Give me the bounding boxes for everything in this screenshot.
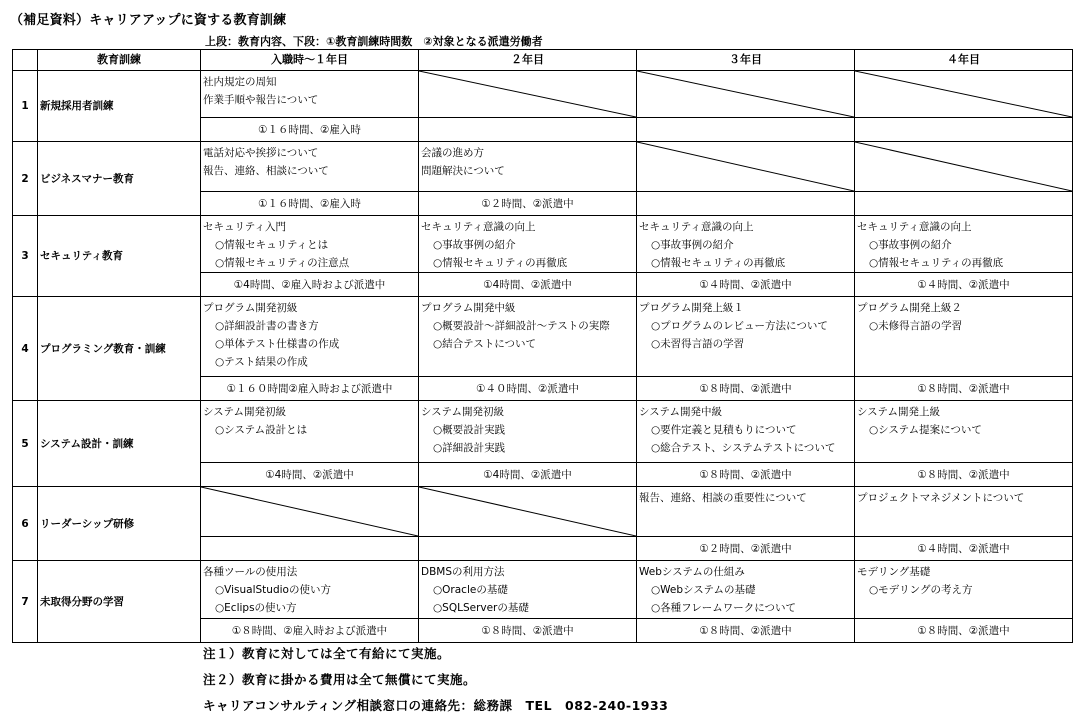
table-row <box>13 142 1073 192</box>
training-content-y3 <box>637 216 855 273</box>
content-line: ○情報セキュリティの再徹底 <box>433 257 568 269</box>
training-content-y3 <box>637 297 855 377</box>
empty-cell-y4 <box>855 142 1073 192</box>
content-line: ○各種フレームワークについて <box>651 602 797 614</box>
training-name: ビジネスマナー教育 <box>38 142 201 216</box>
content-line: 報告、連絡、相談について <box>203 165 329 177</box>
content-line: ○SQLServerの基礎 <box>433 602 529 614</box>
content-line: ○未修得言語の学習 <box>869 320 963 332</box>
empty-hours-y3 <box>637 118 855 142</box>
content-line: プログラム開発初級 <box>203 302 298 314</box>
table-row <box>13 216 1073 273</box>
content-line: セキュリティ意識の向上 <box>421 221 536 233</box>
content-line: ○結合テストについて <box>433 338 537 350</box>
content-line: ○事故事例の紹介 <box>651 239 734 251</box>
header-training: 教育訓練 <box>38 50 201 71</box>
content-line: プロジェクトマネジメントについて <box>857 492 1025 504</box>
row-number: 2 <box>13 142 38 216</box>
content-line: 会議の進め方 <box>421 147 484 159</box>
header-year1: 入職時～１年目 <box>201 50 419 71</box>
training-hours-y1: ①１６時間、②雇入時 <box>201 192 419 216</box>
header-year2: ２年目 <box>419 50 637 71</box>
diagonal-strike <box>855 142 1072 191</box>
table-row <box>13 487 1073 537</box>
empty-hours-y4 <box>855 118 1073 142</box>
training-hours-y3: ①２時間、②派遣中 <box>637 537 855 561</box>
empty-hours-y3 <box>637 192 855 216</box>
content-line: ○システム提案について <box>869 424 982 436</box>
content-line: ○情報セキュリティの再徹底 <box>651 257 786 269</box>
content-line: システム開発中級 <box>639 406 722 418</box>
training-hours-y2: ①２時間、②派遣中 <box>419 192 637 216</box>
content-line: プログラム開発上級２ <box>857 302 962 314</box>
diagonal-strike <box>201 487 418 536</box>
table-row <box>13 297 1073 377</box>
training-content-y3 <box>637 487 855 537</box>
training-hours-y3: ①８時間、②派遣中 <box>637 463 855 487</box>
training-content-y4 <box>855 401 1073 463</box>
training-content-y1 <box>201 401 419 463</box>
content-line: ○概要設計～詳細設計～テストの実際 <box>433 320 610 332</box>
training-content-y4 <box>855 487 1073 537</box>
training-content-y1 <box>201 142 419 192</box>
training-hours-y4: ①８時間、②派遣中 <box>855 377 1073 401</box>
content-line: DBMSの利用方法 <box>421 566 505 578</box>
content-line: 報告、連絡、相談の重要性について <box>639 492 807 504</box>
note-2: 注２）教育に掛かる費用は全て無償にて実施。 <box>203 672 477 687</box>
content-line: Webシステムの仕組み <box>639 566 745 578</box>
training-content-y2 <box>419 401 637 463</box>
content-line: ○テスト結果の作成 <box>215 356 308 368</box>
training-hours-y2: ①4時間、②派遣中 <box>419 463 637 487</box>
training-hours-y3: ①８時間、②派遣中 <box>637 619 855 643</box>
content-line: ○プログラムのレビュー方法について <box>651 320 828 332</box>
training-hours-y1: ①８時間、②雇入時および派遣中 <box>201 619 419 643</box>
content-line: 各種ツールの使用法 <box>203 566 298 578</box>
training-hours-y2: ①８時間、②派遣中 <box>419 619 637 643</box>
table-row <box>13 401 1073 463</box>
row-number: 5 <box>13 401 38 487</box>
document-title: （補足資料）キャリアアップに資する教育訓練 <box>10 13 287 28</box>
row-number: 4 <box>13 297 38 401</box>
content-line: 問題解決について <box>421 165 505 177</box>
header-year3: ３年目 <box>637 50 855 71</box>
diagonal-strike <box>637 71 854 117</box>
empty-cell-y3 <box>637 142 855 192</box>
empty-hours-y1 <box>201 537 419 561</box>
header-year4: ４年目 <box>855 50 1073 71</box>
notes <box>203 641 668 719</box>
training-hours-y4: ①４時間、②派遣中 <box>855 273 1073 297</box>
content-line: プログラム開発中級 <box>421 302 516 314</box>
row-number: 1 <box>13 71 38 142</box>
content-line: ○システム設計とは <box>215 424 308 436</box>
training-content-y1 <box>201 71 419 118</box>
training-hours-y3: ①４時間、②派遣中 <box>637 273 855 297</box>
training-name: システム設計・訓練 <box>38 401 201 487</box>
content-line: ○詳細設計実践 <box>433 442 506 454</box>
note-1: 注１）教育に対しては全て有給にて実施。 <box>203 646 451 661</box>
content-line: ○Webシステムの基礎 <box>651 584 756 596</box>
content-line: ○情報セキュリティの再徹底 <box>869 257 1004 269</box>
content-line: ○VisualStudioの使い方 <box>215 584 331 596</box>
training-hours-y1: ①4時間、②派遣中 <box>201 463 419 487</box>
content-line: ○事故事例の紹介 <box>433 239 516 251</box>
content-line: ○情報セキュリティとは <box>215 239 329 251</box>
training-content-y4 <box>855 561 1073 619</box>
contact-info: キャリアコンサルティング相談窓口の連絡先：総務課 TEL 082-240-1933 <box>203 698 669 713</box>
content-line: 作業手順や報告について <box>203 94 319 106</box>
training-hours-y2: ①4時間、②派遣中 <box>419 273 637 297</box>
training-hours-y4: ①８時間、②派遣中 <box>855 619 1073 643</box>
document-subtitle: 上段：教育内容、下段：①教育訓練時間数 ②対象となる派遣労働者 <box>205 35 543 48</box>
table-header-row <box>13 50 1073 71</box>
empty-cell-y1 <box>201 487 419 537</box>
empty-cell-y4 <box>855 71 1073 118</box>
content-line: プログラム開発上級１ <box>639 302 744 314</box>
training-content-y1 <box>201 216 419 273</box>
empty-hours-y2 <box>419 537 637 561</box>
content-line: ○単体テスト仕様書の作成 <box>215 338 340 350</box>
content-line: ○Oracleの基礎 <box>433 584 508 596</box>
table-row <box>13 561 1073 619</box>
header-number <box>13 50 38 71</box>
training-content-y2 <box>419 216 637 273</box>
diagonal-strike <box>855 71 1072 117</box>
content-line: システム開発初級 <box>421 406 504 418</box>
training-content-y4 <box>855 297 1073 377</box>
diagonal-strike <box>637 142 854 191</box>
training-content-y3 <box>637 401 855 463</box>
training-content-y1 <box>201 561 419 619</box>
table-row <box>13 71 1073 118</box>
training-name: セキュリティ教育 <box>38 216 201 297</box>
content-line: ○詳細設計書の書き方 <box>215 320 319 332</box>
training-content-y4 <box>855 216 1073 273</box>
content-line: 社内規定の周知 <box>203 76 277 88</box>
training-hours-y1: ①１６時間、②雇入時 <box>201 118 419 142</box>
training-content-y2 <box>419 561 637 619</box>
content-line: セキュリティ入門 <box>203 221 286 233</box>
training-content-y1 <box>201 297 419 377</box>
training-name: プログラミング教育・訓練 <box>38 297 201 401</box>
training-hours-y1: ①１６０時間②雇入時および派遣中 <box>201 377 419 401</box>
training-content-y2 <box>419 297 637 377</box>
training-name: 新規採用者訓練 <box>38 71 201 142</box>
content-line: システム開発初級 <box>203 406 286 418</box>
training-content-y3 <box>637 561 855 619</box>
training-hours-y3: ①８時間、②派遣中 <box>637 377 855 401</box>
empty-cell-y3 <box>637 71 855 118</box>
content-line: ○情報セキュリティの注意点 <box>215 257 350 269</box>
empty-hours-y2 <box>419 118 637 142</box>
content-line: ○モデリングの考え方 <box>869 584 973 596</box>
training-table <box>12 49 1073 643</box>
content-line: システム開発上級 <box>857 406 940 418</box>
row-number: 7 <box>13 561 38 643</box>
content-line: セキュリティ意識の向上 <box>857 221 972 233</box>
content-line: ○概要設計実践 <box>433 424 506 436</box>
diagonal-strike <box>419 71 636 117</box>
content-line: ○未習得言語の学習 <box>651 338 745 350</box>
training-hours-y1: ①4時間、②雇入時および派遣中 <box>201 273 419 297</box>
empty-cell-y2 <box>419 487 637 537</box>
content-line: ○Eclipsの使い方 <box>215 602 297 614</box>
content-line: ○事故事例の紹介 <box>869 239 952 251</box>
content-line: モデリング基礎 <box>857 566 931 578</box>
content-line: ○要件定義と見積もりについて <box>651 424 797 436</box>
training-name: 未取得分野の学習 <box>38 561 201 643</box>
content-line: セキュリティ意識の向上 <box>639 221 754 233</box>
diagonal-strike <box>419 487 636 536</box>
training-name: リーダーシップ研修 <box>38 487 201 561</box>
training-hours-y4: ①４時間、②派遣中 <box>855 537 1073 561</box>
training-content-y2 <box>419 142 637 192</box>
row-number: 6 <box>13 487 38 561</box>
content-line: 電話対応や挨拶について <box>203 147 319 159</box>
training-hours-y2: ①４０時間、②派遣中 <box>419 377 637 401</box>
training-hours-y4: ①８時間、②派遣中 <box>855 463 1073 487</box>
empty-cell-y2 <box>419 71 637 118</box>
content-line: ○総合テスト、システムテストについて <box>651 442 836 454</box>
row-number: 3 <box>13 216 38 297</box>
empty-hours-y4 <box>855 192 1073 216</box>
